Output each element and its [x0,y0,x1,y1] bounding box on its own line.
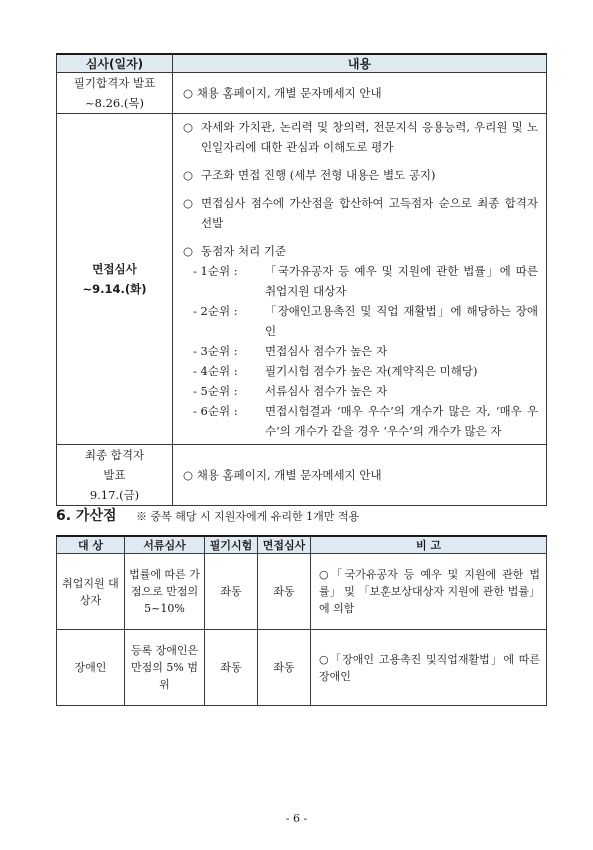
table-row [57,554,547,630]
section-title: 6. 가산점 [56,508,117,524]
screening-schedule-table [56,53,547,506]
target-cell: 장애인 [57,630,125,706]
content-text: ○ 채용 홈페이지, 개별 문자메세지 안내 [183,86,382,100]
tie-break-rank [193,401,538,441]
stage-date: ~8.26.(목) [85,96,144,110]
rank-text: 「장애인고용촉진 및 직업 재활법」에 해당하는 장애인 [265,304,538,338]
table-row [57,630,547,706]
column-header-document: 서류심사 [125,536,205,554]
tie-break-rank [193,261,538,301]
bonus-points-table [56,535,547,706]
tie-break-rank [193,381,538,401]
stage-name-2: 발표 [103,468,126,482]
column-header-stage: 심사(일자) [57,54,173,73]
section-note: ※ 중복 해당 시 지원자에게 유리한 1개만 적용 [136,510,360,523]
interview-item-text: 면접심사 점수에 가산점을 합산하여 고득점자 순으로 최종 합격자 선발 [201,196,538,230]
content-cell [173,73,547,114]
rank-label: - 2순위 : [193,304,238,318]
target-cell: 취업지원 대상자 [57,554,125,630]
column-header-remark: 비 고 [311,536,547,554]
column-header-written: 필기시험 [205,536,258,554]
interview-cell: 좌동 [258,630,311,706]
table-header-row [57,536,547,554]
rank-text: 필기시험 점수가 높은 자(계약직은 미해당) [265,364,478,378]
table-row-written-result [57,73,547,114]
circle-bullet: ○ [183,196,194,210]
column-header-target: 대 상 [57,536,125,554]
interview-item [183,117,538,157]
interview-item-text: 자세와 가치관, 논리력 및 창의력, 전문지식 응용능력, 우리원 및 노인일자리에 대한 관심과 이해도로 평가 [201,120,538,154]
tie-break-rank [193,301,538,341]
interview-item [183,193,538,233]
rank-text: 면접시험결과 ‘매우 우수’의 개수가 많은 자, ‘매우 우수’의 개수가 같을 경우 ‘우수’의 개수가 많은 자 [265,404,538,438]
interview-item [183,165,538,185]
stage-date: ~9.14.(화) [82,282,147,296]
document-cell: 등록 장애인은 만점의 5% 범위 [125,630,205,706]
tie-break-heading: 동점자 처리 기준 [201,244,287,258]
column-header-interview: 면접심사 [258,536,311,554]
circle-bullet: ○ [183,168,194,182]
content-cell [173,445,547,506]
column-header-content: 내용 [173,54,547,73]
stage-name: 최종 합격자 [84,448,145,462]
rank-label: - 1순위 : [193,264,238,278]
stage-cell [57,114,173,445]
stage-date: 9.17.(금) [89,488,140,502]
stage-name: 필기합격자 발표 [73,76,156,90]
remark-cell: ○「장애인 고용촉진 및직업재활법」에 따른 장애인 [311,630,547,706]
document-cell: 법률에 따른 가점으로 만점의 5~10% [125,554,205,630]
stage-cell [57,445,173,506]
rank-text: 서류심사 점수가 높은 자 [265,384,388,398]
rank-text: 「국가유공자 등 예우 및 지원에 관한 법률」에 따른 취업지원 대상자 [265,264,538,298]
written-cell: 좌동 [205,554,258,630]
circle-bullet: ○ [183,120,194,134]
rank-label: - 6순위 : [193,404,238,418]
table-header-row [57,54,547,73]
interview-cell: 좌동 [258,554,311,630]
content-text: ○ 채용 홈페이지, 개별 문자메세지 안내 [183,468,382,482]
circle-bullet: ○ [183,244,194,258]
rank-text: 면접심사 점수가 높은 자 [265,344,388,358]
stage-name: 면접심사 [92,262,137,276]
rank-label: - 3순위 : [193,344,238,358]
table-row-interview [57,114,547,445]
written-cell: 좌동 [205,630,258,706]
interview-item-text: 구조화 면접 진행 (세부 전형 내용은 별도 공지) [201,168,436,182]
remark-cell: ○「국가유공자 등 예우 및 지원에 관한 법률」 및 「보훈보상대상자 지원에 관한 법률」에 의함 [311,554,547,630]
page-number: - 6 - [285,812,308,825]
interview-content-cell [173,114,547,445]
tie-break-rank [193,341,538,361]
tie-break-rank [193,361,538,381]
stage-cell [57,73,173,114]
interview-item [183,241,538,261]
rank-label: - 5순위 : [193,384,238,398]
rank-label: - 4순위 : [193,364,238,378]
table-row-final-result [57,445,547,506]
